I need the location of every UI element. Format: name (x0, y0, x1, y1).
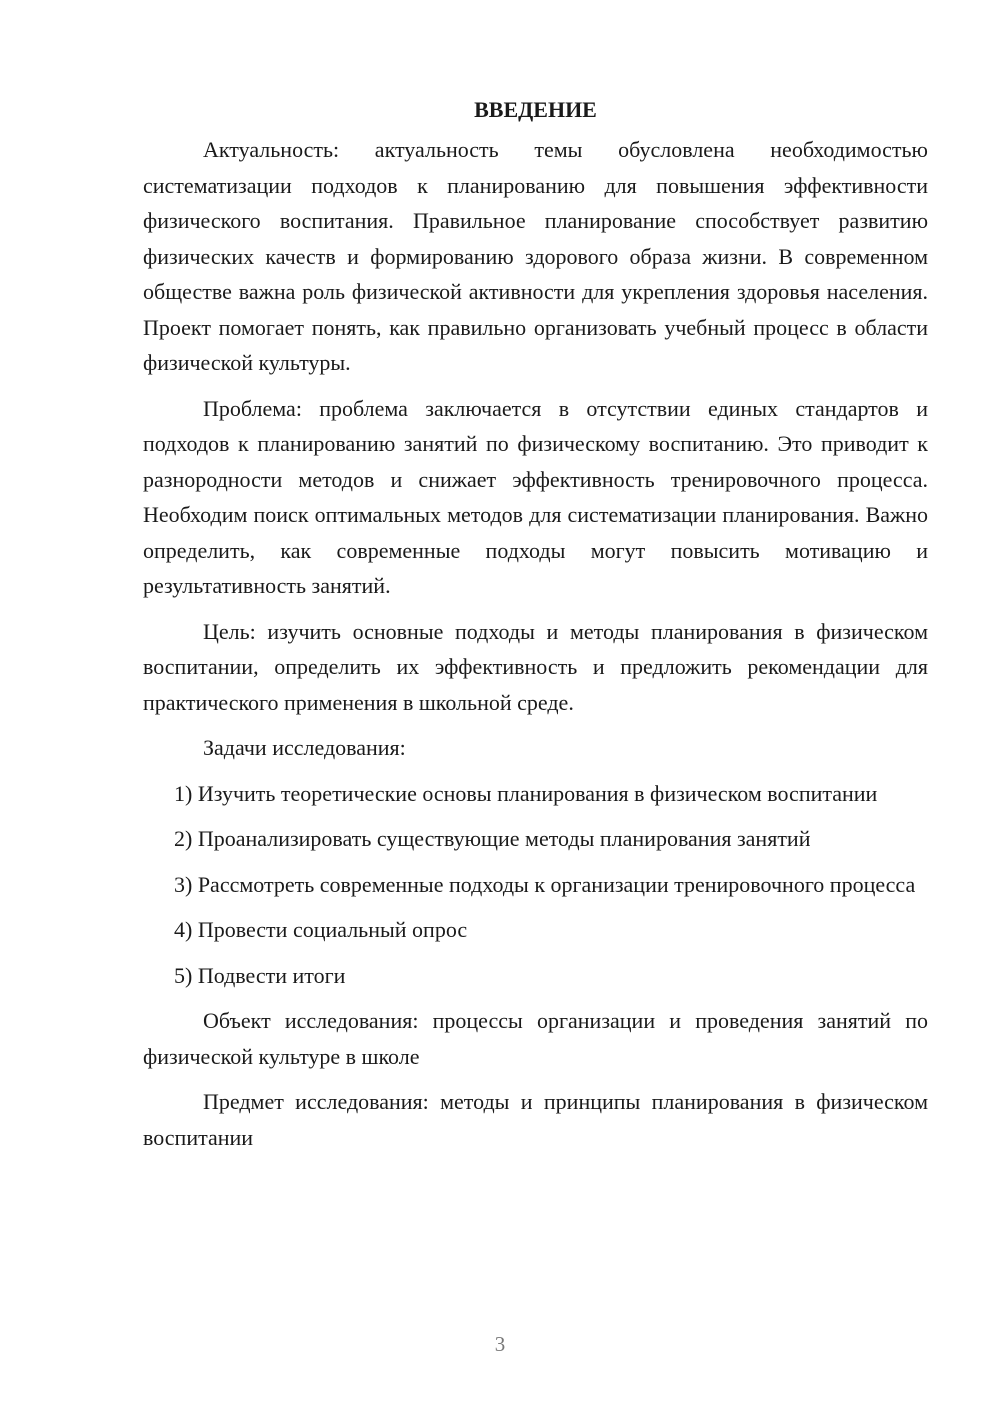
task-item: 4) Провести социальный опрос (174, 917, 468, 942)
paragraph-object: Объект исследования: процессы организации и проведения занятий по физической культуре в школе (143, 1008, 928, 1069)
task-item: 2) Проанализировать существующие методы планирования занятий (174, 826, 811, 851)
paragraph-tasks-heading: Задачи исследования: (203, 735, 406, 760)
paragraph-goal: Цель: изучить основные подходы и методы планирования в физическом воспитании, определить их эффективность и предложить рекомендации для практического применения в школьной среде. (143, 618, 928, 715)
page-number: 3 (494, 1332, 506, 1356)
paragraph-subject: Предмет исследования: методы и принципы планирования в физическом воспитании (143, 1089, 928, 1150)
task-item: 5) Подвести итоги (174, 962, 346, 988)
paragraph-relevance: Актуальность: актуальность темы обусловлена необходимостью систематизации подходов к планированию для повышения эффективности физического воспитания. Правильное планирование способствует развитию физических качеств и формированию здорового образа жизни. В современном обществе важна роль физической активности для укрепления здоровья населения. Проект помогает понять, как правильно организовать учебный процесс в области физической культуры. (143, 137, 928, 375)
task-item: 1) Изучить теоретические основы планирования в физическом воспитании (174, 780, 878, 806)
task-item: 3) Рассмотреть современные подходы к организации тренировочного процесса (174, 871, 916, 897)
document-page (143, 92, 928, 1165)
section-title: ВВЕДЕНИЕ (474, 97, 597, 122)
paragraph-problem: Проблема: проблема заключается в отсутствии единых стандартов и подходов к планированию занятий по физическому воспитанию. Это приводит к разнородности методов и снижает эффективность тренировочного процесса. Необходим поиск оптимальных методов для систематизации планирования. Важно определить, как современные подходы могут повысить мотивацию и результативность занятий. (143, 395, 928, 598)
